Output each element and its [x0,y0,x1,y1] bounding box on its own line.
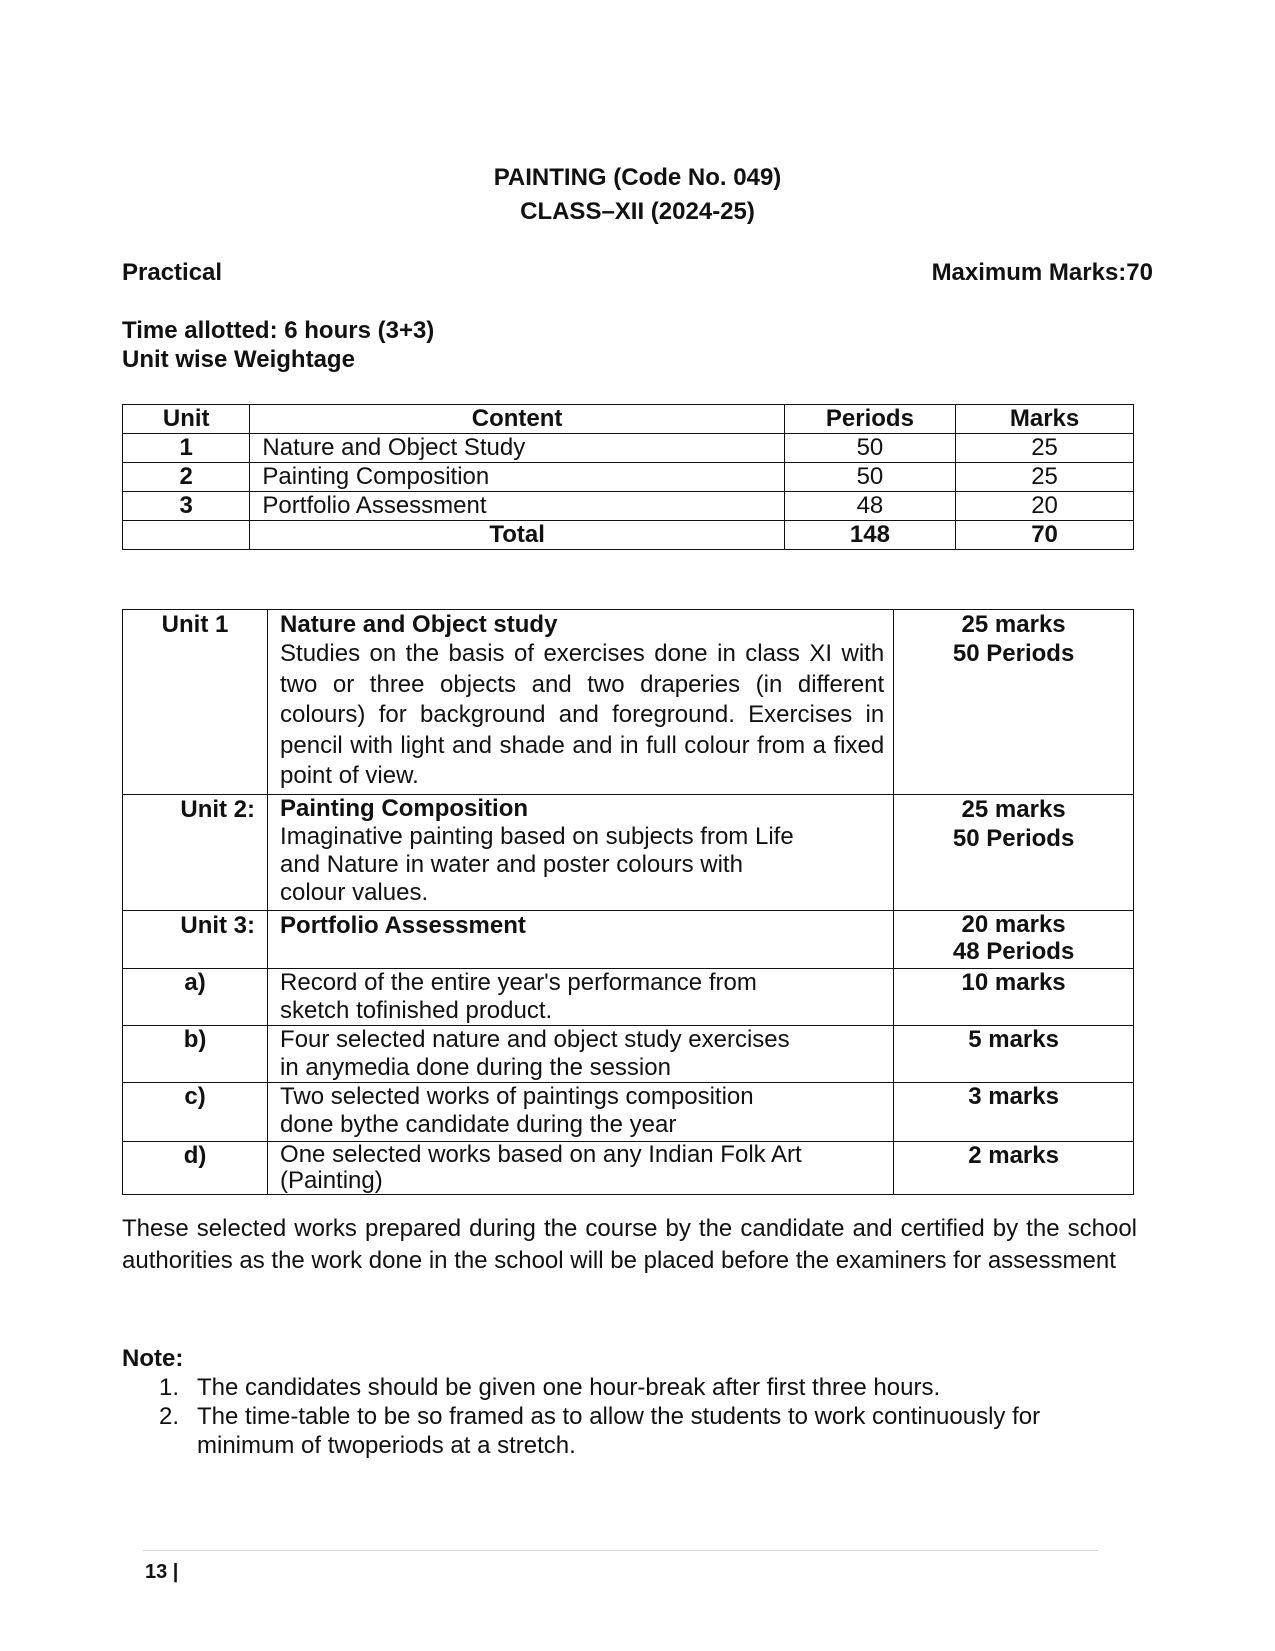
table-row [123,492,1134,521]
item-content [268,1083,894,1142]
unit-periods: 50 Periods [952,825,1075,852]
assessment-paragraph: These selected works prepared during the course by the candidate and certified by the school authorities as the work done in the school will be placed before the examiners for assessment [122,1215,1137,1274]
weightage-heading: Unit wise Weightage [122,346,355,373]
unit-weight [894,795,1134,911]
item-line: in anymedia done during the session [280,1054,671,1081]
unit-cell: 3 [123,492,250,521]
page-subtitle: CLASS–XII (2024-25) [520,198,755,225]
periods-cell: 48 [784,492,955,521]
unit-label: Unit 3: [123,911,268,969]
marks-cell: 25 [956,434,1134,463]
note-item [122,1402,1132,1460]
total-row [123,521,1134,550]
unit-description-line: and Nature in water and poster colours with [280,851,743,878]
marks-cell: 20 [956,492,1134,521]
unit-weight [894,911,1134,969]
table-header-row [123,405,1134,434]
column-header-content: Content [250,405,784,434]
item-line: (Painting) [280,1167,383,1194]
unit-cell: 1 [123,434,250,463]
unit-marks: 25 marks [961,796,1066,823]
total-marks: 70 [956,521,1134,550]
item-content [268,1026,894,1083]
max-marks: Maximum Marks:70 [931,259,1153,286]
item-line: Record of the entire year's performance from [280,969,757,996]
unit-row [123,610,1134,795]
item-content [268,1142,894,1195]
note-text: The time-table to be so framed as to allow the students to work continuously for minimum of twoperiods at a stretch. [197,1403,1041,1459]
unit-description-line: Imaginative painting based on subjects from Life [280,823,794,850]
unit-periods: 48 Periods [952,938,1075,965]
page-title: PAINTING (Code No. 049) [493,164,782,191]
unit-cell-empty [123,521,250,550]
column-header-unit: Unit [123,405,250,434]
note-list [122,1373,1132,1460]
content-cell: Nature and Object Study [250,434,784,463]
unit-weight [894,610,1134,795]
item-line: One selected works based on any Indian Folk Art [280,1141,802,1168]
portfolio-item-row [123,1142,1134,1195]
item-label: d) [123,1142,268,1195]
item-line: done bythe candidate during the year [280,1111,677,1138]
item-label: a) [123,969,268,1026]
item-marks: 5 marks [894,1026,1134,1083]
content-cell: Painting Composition [250,463,784,492]
item-marks: 3 marks [894,1083,1134,1142]
column-header-marks: Marks [956,405,1134,434]
unit-heading: Painting Composition [280,795,529,822]
unit-details-table [122,609,1134,1195]
item-content [268,969,894,1026]
time-allotted: Time allotted: 6 hours (3+3) [122,317,435,344]
unit-content [268,610,894,795]
note-number: 2. [159,1403,180,1430]
portfolio-item-row [123,1083,1134,1142]
unit-content [268,795,894,911]
unit-label: Unit 2: [123,795,268,911]
footer-divider [143,1550,1098,1551]
marks-cell: 25 [956,463,1134,492]
unit-content [268,911,894,969]
unit-label: Unit 1 [123,610,268,795]
periods-cell: 50 [784,434,955,463]
portfolio-item-row [123,1026,1134,1083]
table-row [123,434,1134,463]
total-periods: 148 [784,521,955,550]
unit-description-line: colour values. [280,879,429,906]
section-label: Practical [122,259,223,286]
weightage-table [122,404,1134,550]
column-header-periods: Periods [784,405,955,434]
item-label: b) [123,1026,268,1083]
item-line: Two selected works of paintings composition [280,1083,754,1110]
note-item [122,1373,1132,1402]
unit-description: Studies on the basis of exercises done in class XI with two or three objects and two draperies (in different colours) for background and foreground. Exercises in pencil with light and shade and in full colour from a fixed point of view. [280,640,885,789]
content-cell: Portfolio Assessment [250,492,784,521]
unit-periods: 50 Periods [952,640,1075,667]
note-number: 1. [159,1374,180,1401]
item-marks: 2 marks [894,1142,1134,1195]
item-line: Four selected nature and object study exercises [280,1026,790,1053]
portfolio-item-row [123,969,1134,1026]
unit-heading: Nature and Object study [280,611,558,638]
unit-marks: 25 marks [961,611,1066,638]
unit-row [123,795,1134,911]
unit-cell: 2 [123,463,250,492]
unit-heading: Portfolio Assessment [280,912,526,939]
note-heading: Note: [122,1345,184,1372]
item-line: sketch tofinished product. [280,997,553,1024]
periods-cell: 50 [784,463,955,492]
unit-marks: 20 marks [961,911,1066,938]
item-marks: 10 marks [894,969,1134,1026]
page-number: 13 | [145,1561,179,1583]
note-text: The candidates should be given one hour-break after first three hours. [197,1374,941,1401]
item-label: c) [123,1083,268,1142]
unit-row [123,911,1134,969]
table-row [123,463,1134,492]
total-label: Total [250,521,784,550]
